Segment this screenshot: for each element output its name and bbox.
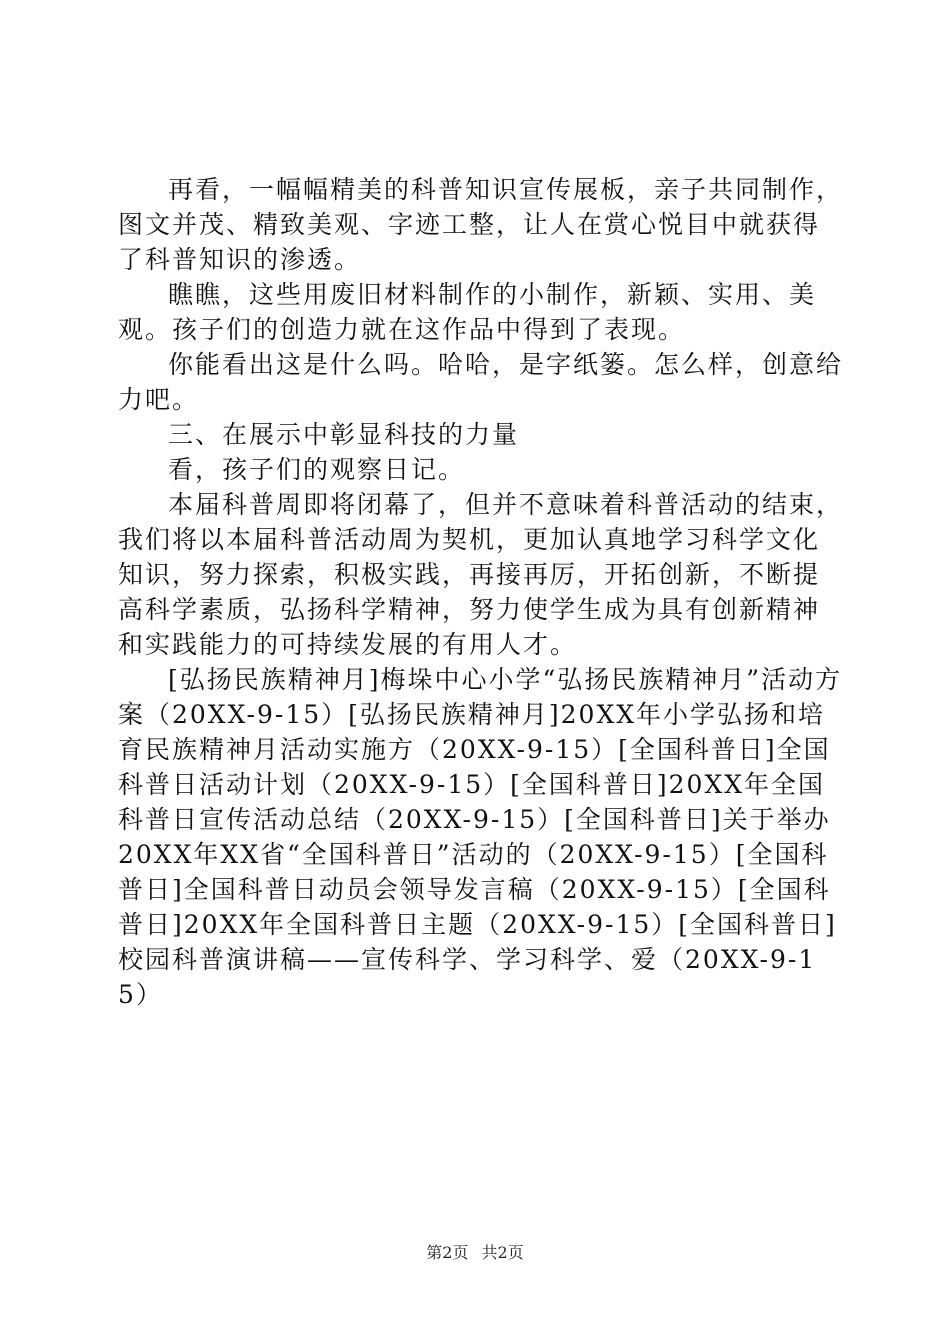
body-paragraph: 再看，一幅幅精美的科普知识宣传展板，亲子共同制作，图文并茂、精致美观、字迹工整，让人在赏心悦目中就获得了科普知识的渗透。 bbox=[118, 175, 844, 274]
section-heading: 三、在展示中彰显科技的力量 bbox=[168, 420, 520, 449]
document-body bbox=[118, 172, 843, 1012]
body-paragraph: 本届科普周即将闭幕了，但并不意味着科普活动的结束，我们将以本届科普活动周为契机，更加认真地学习科学文化知识，努力探索，积极实践，再接再厉，开拓创新，不断提高科学素质，弘扬科学精神，努力使学生成为具有创新精神和实践能力的可持续发展的有用人才。 bbox=[118, 490, 844, 659]
body-paragraph: 看，孩子们的观察日记。 bbox=[168, 455, 466, 484]
body-paragraph: 瞧瞧，这些用废旧材料制作的小制作，新颖、实用、美观。孩子们的创造力就在这作品中得到了表现。 bbox=[118, 280, 817, 344]
page-number: 第2页 bbox=[426, 1243, 469, 1262]
related-links-paragraph: [弘扬民族精神月]梅垛中心小学“弘扬民族精神月”活动方案（20XX-9-15）[弘扬民族精神月]20XX年小学弘扬和培育民族精神月活动实施方（20XX-9-15）[全国科普日]全国科普日活动计划（20XX-9-15）[全国科普日]20XX年全国科普日宣传活动总结（20XX-9-15）[全国科普日]关于举办20XX年XX省“全国科普日”活动的（20XX-9-15）[全国科普日]全国科普日动员会领导发言稿（20XX-9-15）[全国科普日]20XX年全国科普日主题（20XX-9-15）[全国科普日]校园科普演讲稿——宣传科学、学习科学、爱（20XX-9-15） bbox=[118, 665, 843, 1009]
body-paragraph: 你能看出这是什么吗。哈哈，是字纸篓。怎么样，创意给力吧。 bbox=[118, 350, 844, 414]
page-total: 共2页 bbox=[481, 1243, 524, 1262]
page-footer bbox=[0, 1243, 950, 1263]
